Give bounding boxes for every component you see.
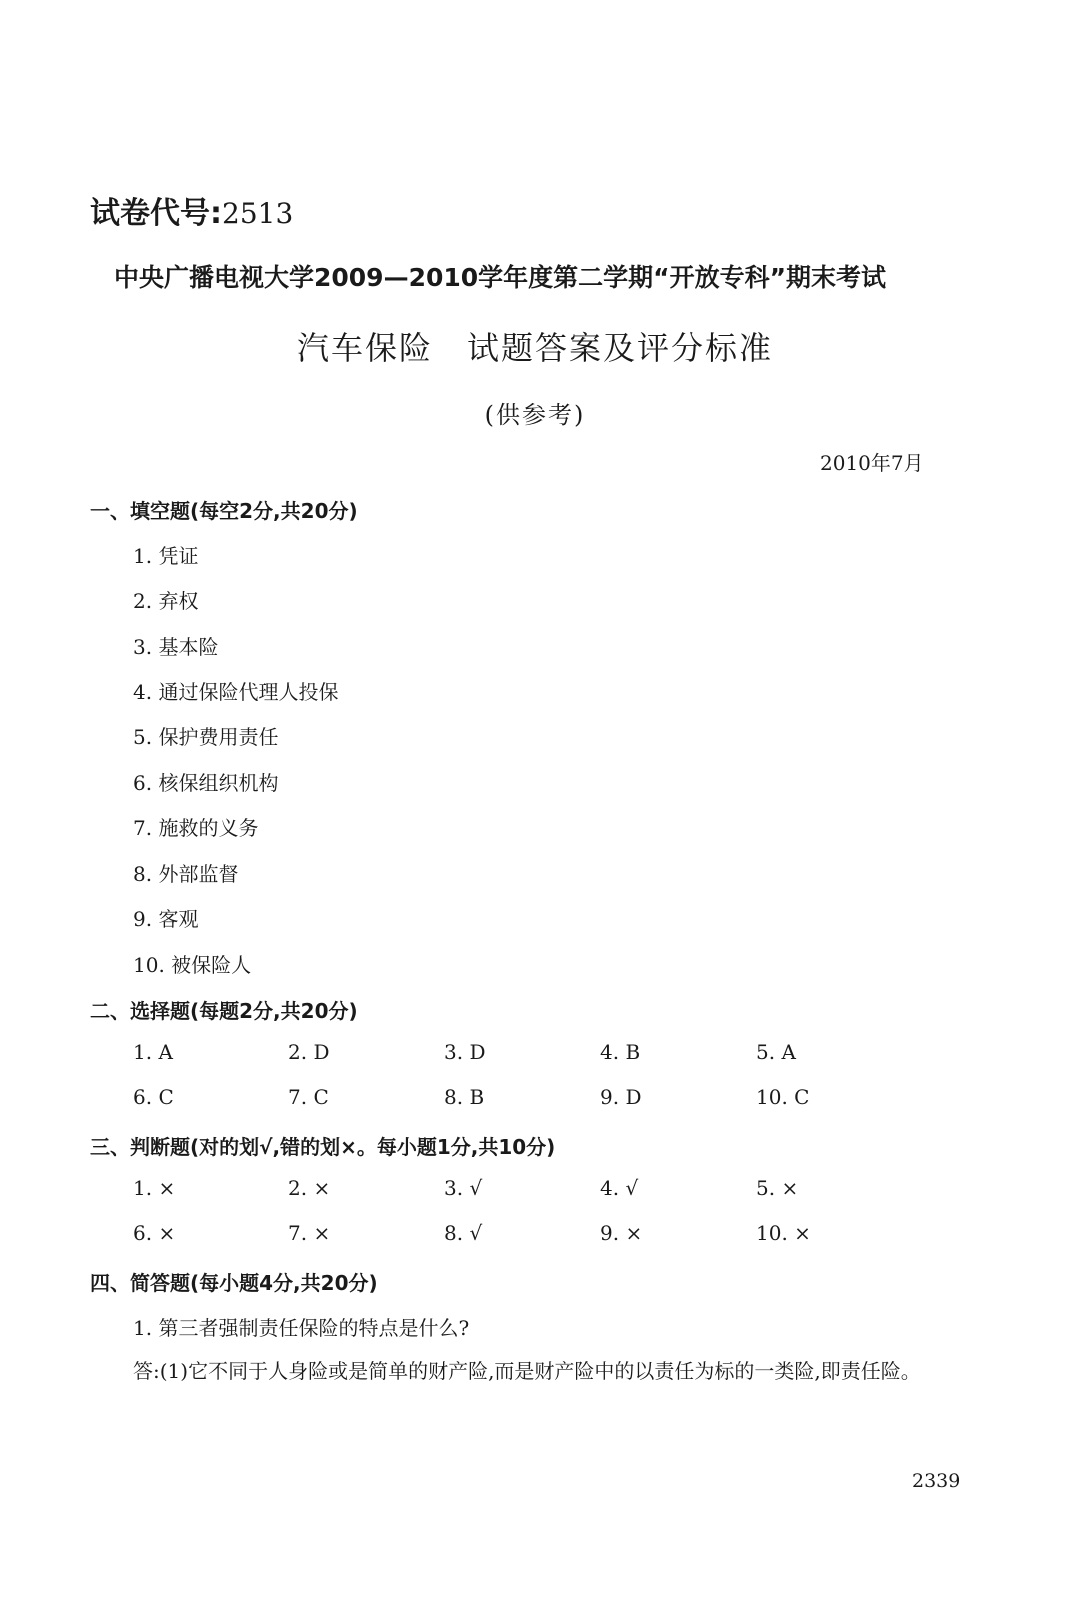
page-number: 2339 [912,1470,961,1492]
list-item: 2. 弃权 [133,589,199,613]
answer-cell: 9. D [600,1085,642,1109]
answer-cell: 5. A [756,1040,796,1064]
list-item: 10. 被保险人 [133,953,252,977]
list-item: 1. 凭证 [133,544,199,568]
page-title: 汽车保险 试题答案及评分标准 [296,329,773,367]
list-item: 4. 通过保险代理人投保 [133,680,339,704]
exam-code-label: 试卷代号: [90,196,222,231]
exam-date: 2010年7月 [820,451,924,475]
answer-cell: 8. B [444,1085,485,1109]
answer-paragraph: 答:(1)它不同于人身险或是简单的财产险,而是财产险中的以责任为标的一类险,即责任险。 [133,1359,921,1383]
section1-heading: 一、填空题(每空2分,共20分) [90,499,358,523]
answer-cell: 10. C [756,1085,810,1109]
section2-heading: 二、选择题(每题2分,共20分) [90,999,358,1023]
list-item: 9. 客观 [133,907,199,931]
university-line: 中央广播电视大学2009—2010学年度第二学期“开放专科”期末考试 [113,263,887,292]
exam-code-number: 2513 [222,197,294,230]
answer-cell: 3. D [444,1040,486,1064]
reference-note: (供参考) [484,401,586,429]
answer-cell: 4. B [600,1040,641,1064]
section3-heading: 三、判断题(对的划√,错的划×。每小题1分,共10分) [90,1135,556,1159]
question-text: 1. 第三者强制责任保险的特点是什么? [133,1316,470,1340]
list-item: 5. 保护费用责任 [133,725,279,749]
answer-cell: 6. × [133,1221,176,1245]
exam-code [90,188,293,232]
answer-cell: 7. × [288,1221,331,1245]
answer-cell: 7. C [288,1085,329,1109]
answer-cell: 4. √ [600,1176,639,1200]
answer-cell: 3. √ [444,1176,483,1200]
answer-cell: 1. × [133,1176,176,1200]
answer-cell: 8. √ [444,1221,483,1245]
answer-cell: 9. × [600,1221,643,1245]
answer-cell: 5. × [756,1176,799,1200]
answer-cell: 2. × [288,1176,331,1200]
answer-cell: 1. A [133,1040,173,1064]
list-item: 3. 基本险 [133,635,219,659]
list-item: 8. 外部监督 [133,862,239,886]
answer-cell: 6. C [133,1085,174,1109]
answer-cell: 10. × [756,1221,811,1245]
answer-cell: 2. D [288,1040,330,1064]
list-item: 7. 施救的义务 [133,816,259,840]
list-item: 6. 核保组织机构 [133,771,279,795]
section4-heading: 四、简答题(每小题4分,共20分) [90,1271,378,1295]
